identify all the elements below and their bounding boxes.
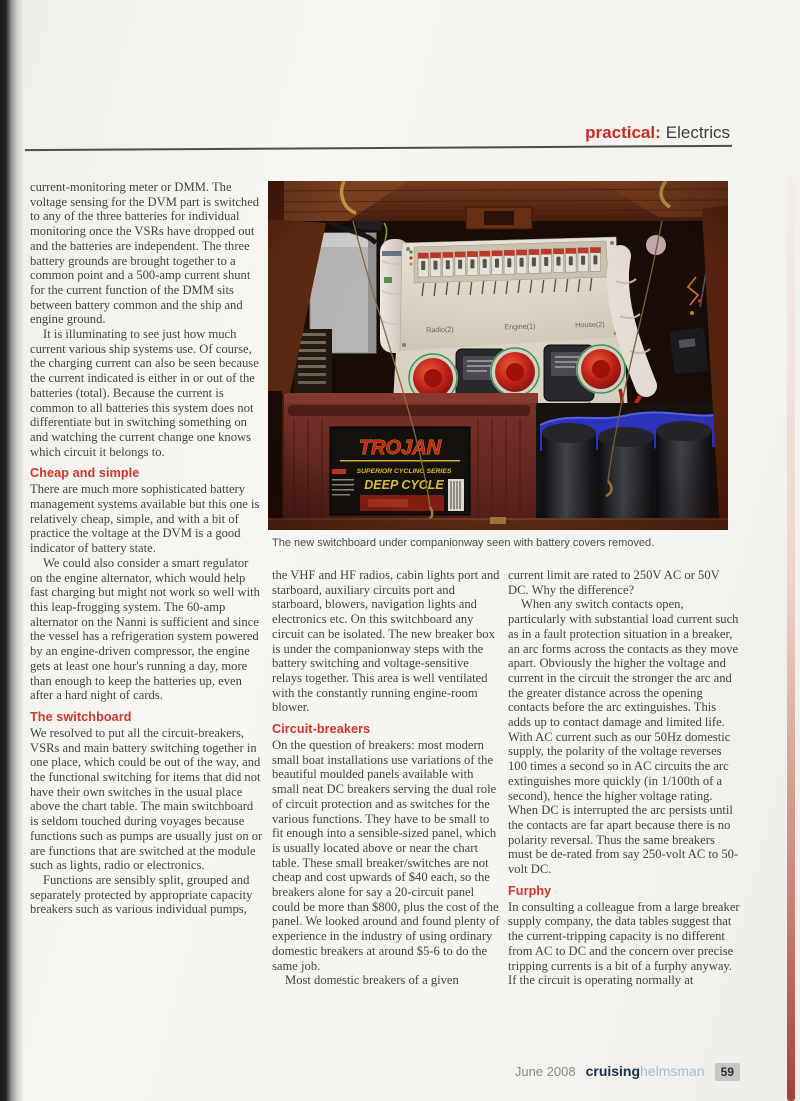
column-right [508,568,742,988]
body-paragraph: Most domestic breakers of a given [285,973,459,988]
magazine-brand-bold: cruising [585,1063,641,1079]
body-paragraph: We could also consider a smart regulator on the engine alternator, which would help fast charging but might not work so well with this leap-frogging system. The 60-amp alternator on the Nanni is sufficient and since the vessel has a refrigeration system powered by an engine-driven compressor, the engine gets at least one hour's running a day, more than enough to keep the batteries up, even after a hard night of cards. [30,555,260,703]
photo-caption: The new switchboard under companionway seen with battery covers removed. [272,537,655,549]
page-footer [515,1063,740,1081]
body-paragraph: On the question of breakers: most modern small boat installations use variations of the beautiful moulded panels available with small neat DC breakers serving the dual role of circuit protection and as switches for the various functions. They have to be small to fit enough into a sensible-sized panel, which is usually located above or near the chart table. These small breaker/switches are not cheap and cost upwards of $40 each, so the breakers alone for say a 20-circuit panel could be more than $800, plus the cost of the panel. We looked around and found plenty of experience in the industry of using ordinary domestic breakers at around $5-6 to do the same job. [272,738,500,973]
body-paragraph: In consulting a colleague from a large breaker supply company, the data tables suggest that the current-tripping capacity is no different from AC to DC and the concern over precise tripping currents is a bit of a furphy anyway. If the circuit is operating normally at [508,899,740,988]
page-header [585,123,730,143]
subheading-circuit-breakers: Circuit-breakers [272,722,371,737]
section-label: practical: [585,123,661,142]
scan-gutter-shadow [0,0,24,1101]
header-rule [25,145,732,151]
issue-date: June 2008 [514,1064,576,1079]
subheading-cheap-and-simple: Cheap and simple [30,466,140,481]
photo-vignette [268,181,728,530]
page-number: 59 [715,1063,740,1081]
body-paragraph: When any switch contacts open, particularly with substantial load current such as in a fault protection situation in a breaker, an arc forms across the contacts as they move apart. Obviously the higher the voltage and current in the circuit the stronger the arc and the greater distance across the opening contacts before the arc extinguishes. This adds up to contact damage and limited life. With AC current such as our 50Hz domestic supply, the polarity of the voltage reverses 100 times a second so in AC circuits the arc extinguishes more quickly (in 1/100th of a second), hence the higher voltage rating. When DC is interrupted the arc persists until the contacts are far apart because there is no polarity reversal. Thus the same breakers must be de-rated from say 250-volt AC to 50-volt DC. [508,597,739,877]
subheading-the-switchboard: The switchboard [30,709,132,724]
body-paragraph: current limit are rated to 250V AC or 50V DC. Why the difference? [508,568,720,597]
body-paragraph: There are much more sophisticated battery management systems available but this one is relatively cheap, simple, and with a bit of practice the voltage at the DVM is a good indicator of battery state. [30,482,260,556]
body-paragraph: It is illuminating to see just how much current various ship systems use. Of course, the charging current can also be seen because the current indicated is either in or out of the batteries (total). Because the current is common to all batteries this system does not differentiate but in switching something on and watching the current change one knows which circuit it belongs to. [30,327,259,459]
body-paragraph: the VHF and HF radios, cabin lights port and starboard, auxiliary circuits port and starboard, blowers, navigation lights and electronics etc. On this switchboard any circuit can be isolated. The new breaker box is under the companionway steps with the battery switching and voltage-sensitive relays together. This area is well ventilated with the constantly running engine-room blower. [272,568,500,715]
body-paragraph: We resolved to put all the circuit-breakers, VSRs and main battery switching together in one place, which could be out of the way, and the functional switching for items that did not have their own switches in the usual place above the chart table. The main switchboard is seldom touched during voyages because functions such as pumps are usually just on or are functions that are switched at the module such as lights, radio or electronics. [30,725,263,873]
topic-label: Electrics [665,123,730,142]
column-left [30,180,263,917]
body-paragraph: current-monitoring meter or DMM. The voltage sensing for the DVM part is switched to any of the three batteries for individual monitoring once the VSRs have dropped out and the batteries are independent. The three battery grounds are brought together to a common point and a 500-amp current shunt for the current function of the DMM sits between battery common and the ship and engine ground. [30,180,260,327]
scan-page-edge [787,150,795,1101]
magazine-brand-light: helmsman [640,1063,705,1079]
switchboard-photo-art [268,181,728,530]
switchboard-photo [268,181,728,530]
column-middle [272,568,501,988]
body-paragraph: Functions are sensibly split, grouped and separately protected by appropriate capacity breakers such as various individual pumps, [30,872,253,917]
subheading-furphy: Furphy [508,883,552,898]
